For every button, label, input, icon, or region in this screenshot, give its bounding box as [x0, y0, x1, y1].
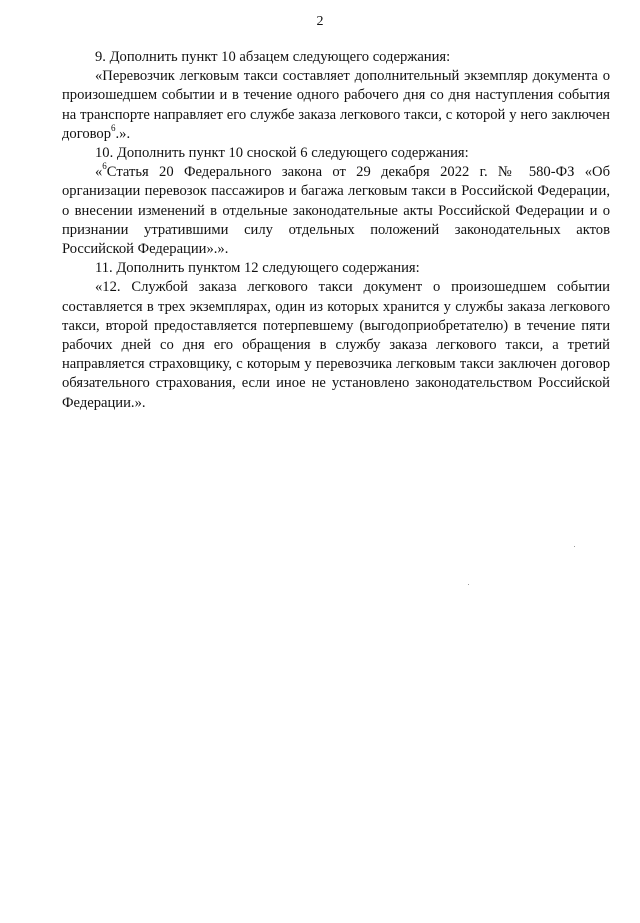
item-12-text: «12. Службой заказа легкового такси документ о произошедшем событии составляется в трех экземплярах, один из которых хранится у службы заказа легкового такси, второй предоставляется потерпевшему (выгодоприобретателю) в течение пяти рабочих дней со дня его обращения в службу заказа легкового такси, а третий направляется страховщику, с которым у перевозчика легковым такси заключен договор обязательного страхования, если иное не установлено законодательством Российской Федерации.».: [62, 279, 610, 411]
scan-dust: [468, 584, 469, 585]
amendment-9-quoted-text: «Перевозчик легковым такси составляет дополнительный экземпляр документа о произошедшем событии и в течение одного рабочего дня со дня наступления события на транспорте направляет его службе заказа легкового такси, с которой у него заключен договор: [62, 68, 610, 142]
scan-dust: [574, 546, 575, 547]
footnote-reference-6: 6: [111, 122, 116, 133]
amendment-9-heading-text: 9. Дополнить пункт 10 абзацем следующего содержания:: [95, 49, 451, 65]
footnote-6-open-quote: «: [95, 164, 103, 181]
item-12-paragraph: [62, 278, 610, 412]
footnote-6-text: Статья 20 Федерального закона от 29 декабря 2022 г. № 580-ФЗ «Об организации перевозок пассажиров и багажа легковым такси в Российской Федерации, о внесении изменений в отдельные законодательные акты Российской Федерации и о признании утратившими силу отдельных положений законодательных актов Российской Федерации».».: [62, 164, 610, 258]
document-body: [62, 48, 610, 413]
amendment-9-quote-close: .».: [115, 125, 131, 142]
amendment-11-heading-text: 11. Дополнить пунктом 12 следующего содержания:: [95, 260, 420, 277]
footnote-6-paragraph: [62, 163, 610, 259]
amendment-9-heading: [62, 48, 610, 67]
amendment-9-quoted-paragraph: [62, 67, 610, 144]
footnote-6-marker: 6: [102, 161, 107, 172]
amendment-10-heading-text: 10. Дополнить пункт 10 сноской 6 следующего содержания:: [95, 145, 469, 162]
amendment-11-heading: [62, 259, 610, 278]
amendment-10-heading: [62, 144, 610, 163]
page-number: 2: [316, 14, 324, 29]
